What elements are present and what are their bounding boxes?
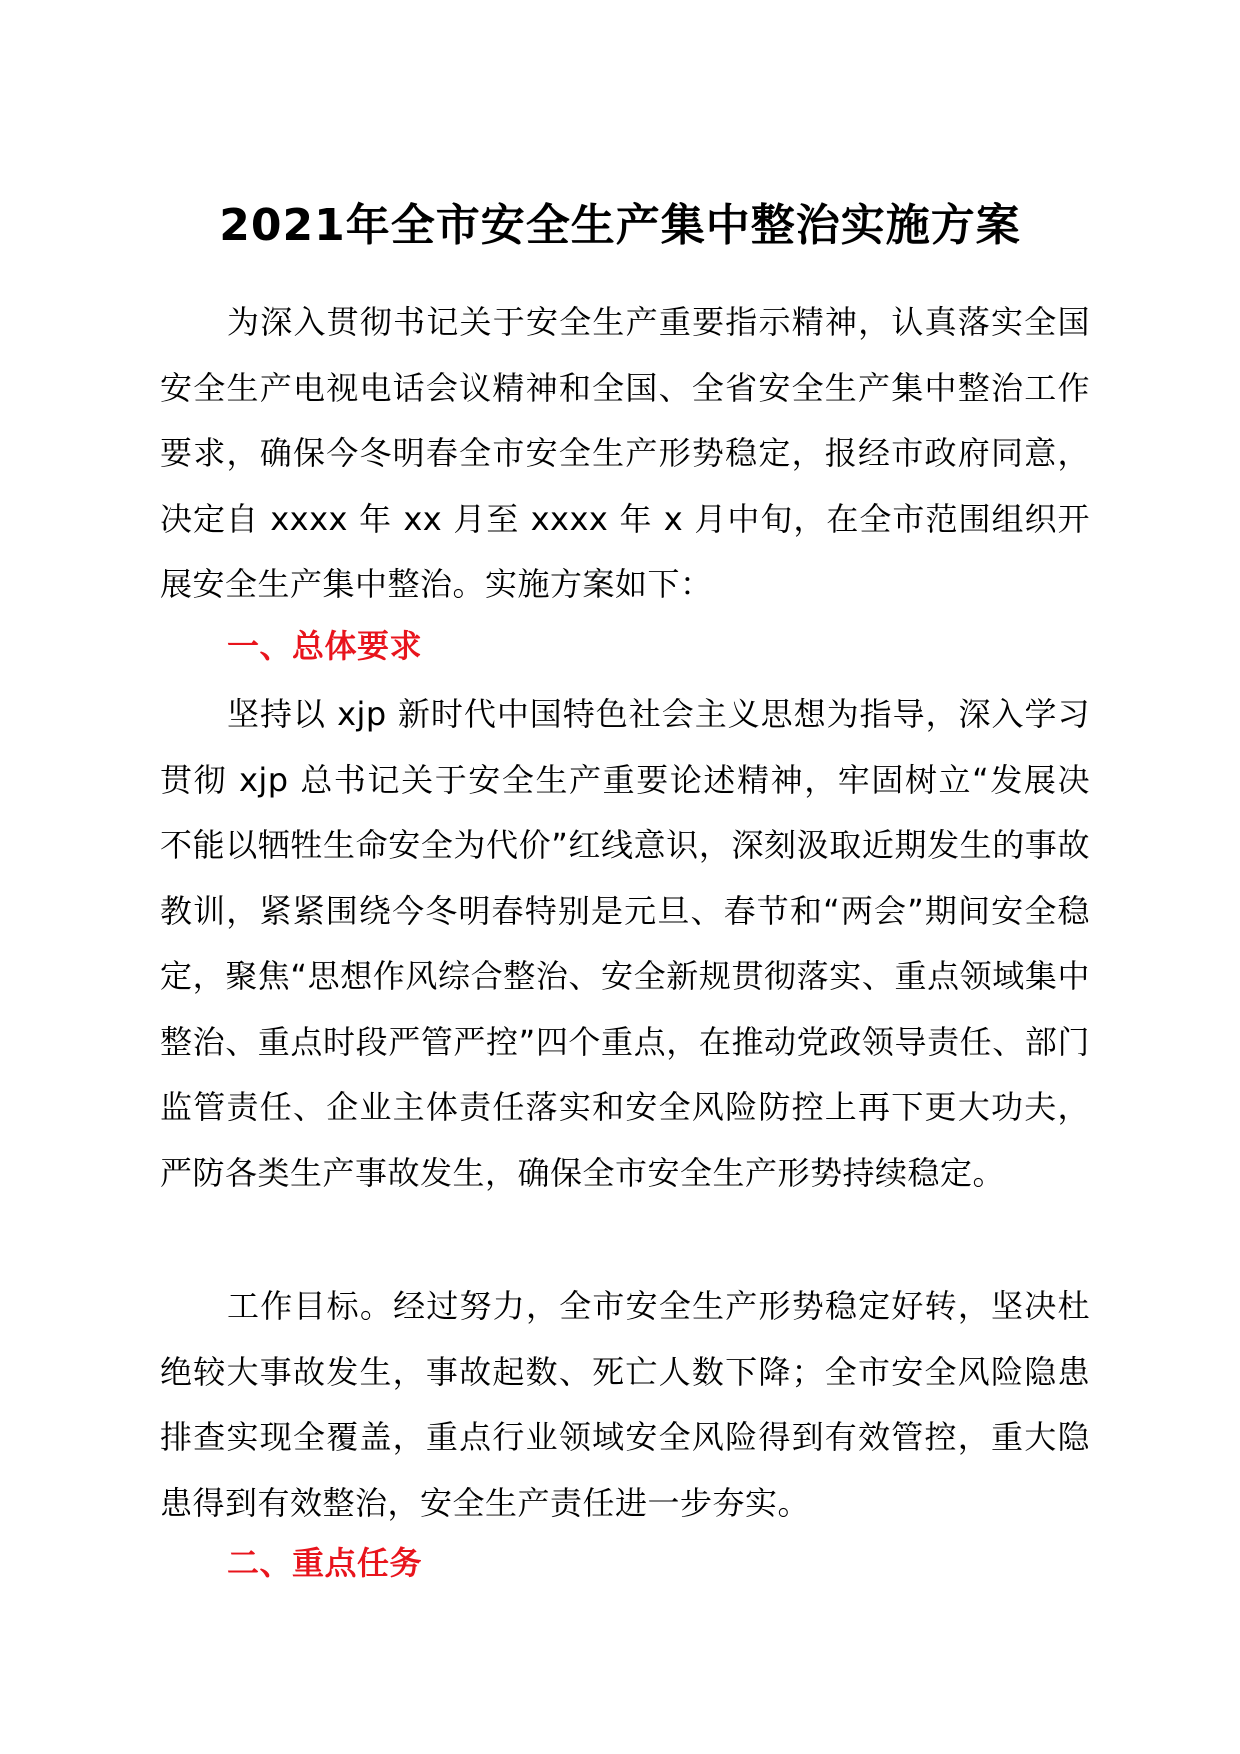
document-title: 2021年全市安全生产集中整治实施方案	[219, 200, 1021, 251]
intro-paragraph: 为深入贯彻书记关于安全生产重要指示精神，认真落实全国安全生产电视电话会议精神和全国、全省安全生产集中整治工作要求，确保今冬明春全市安全生产形势稳定，报经市政府同意，决定自 xxxx 年 xx 月至 xxxx 年 x 月中旬，在全市范围组织开展安全生产集中整治。实施方案如下：	[160, 303, 1090, 603]
requirements-paragraph: 坚持以 xjp 新时代中国特色社会主义思想为指导，深入学习贯彻 xjp 总书记关于安全生产重要论述精神，牢固树立“发展决不能以牺牲生命安全为代价”红线意识，深刻汲取近期发生的事故教训，紧紧围绕今冬明春特别是元旦、春节和“两会”期间安全稳定，聚焦“思想作风综合整治、安全新规贯彻落实、重点领域集中整治、重点时段严管严控”四个重点，在推动党政领导责任、部门监管责任、企业主体责任落实和安全风险防控上再下更大功夫，严防各类生产事故发生，确保全市安全生产形势持续稳定。	[160, 695, 1090, 1192]
section-heading-key-tasks: 二、重点任务	[227, 1544, 423, 1582]
section-heading-general-requirements: 一、总体要求	[227, 627, 423, 665]
goals-paragraph: 工作目标。经过努力，全市安全生产形势稳定好转，坚决杜绝较大事故发生，事故起数、死亡人数下降；全市安全风险隐患排查实现全覆盖，重点行业领域安全风险得到有效管控，重大隐患得到有效整治，安全生产责任进一步夯实。	[160, 1287, 1090, 1522]
